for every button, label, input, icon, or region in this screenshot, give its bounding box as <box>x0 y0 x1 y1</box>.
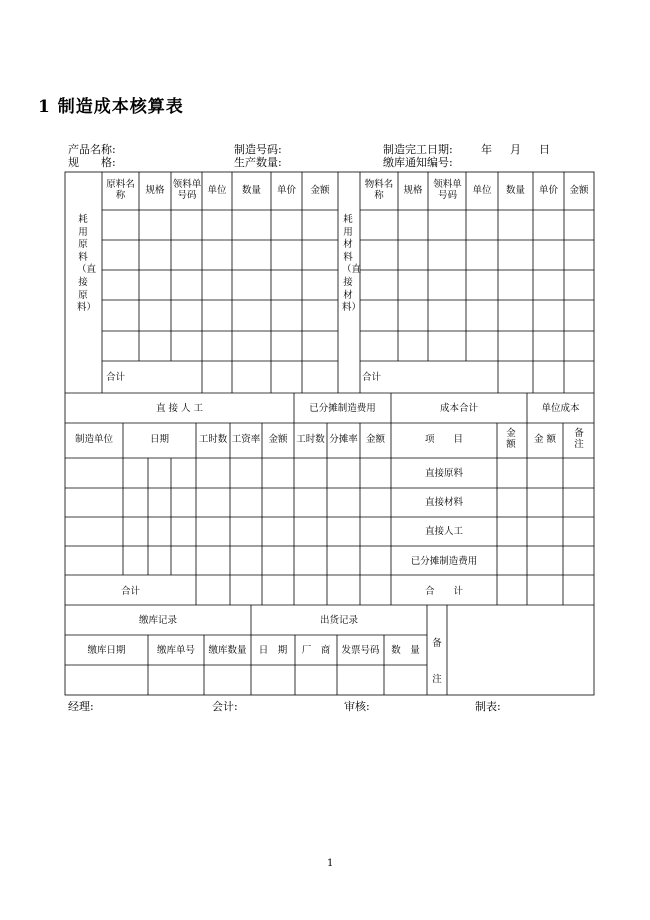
spec-label: 规 格: <box>68 156 116 169</box>
mfg-no-label: 制造号码: <box>234 143 282 156</box>
auditor-label: 审核: <box>344 700 370 713</box>
col-spec: 规格 <box>145 185 165 196</box>
notice-no-label: 缴库通知编号: <box>383 156 453 169</box>
col-unit-price-right: 单价 <box>538 185 558 196</box>
col-cost-amount: 金额 <box>506 428 516 450</box>
col-ship-date: 日 期 <box>258 645 288 656</box>
col-raw-material-name: 原料名称 <box>106 179 135 201</box>
col-invoice-no: 发票号码 <box>341 645 380 656</box>
shipping-record-header: 出货记录 <box>319 615 358 626</box>
year-label: 年 <box>481 143 492 156</box>
col-ship-qty: 数 量 <box>391 645 420 656</box>
col-unit-cost-amount: 金 额 <box>533 434 557 445</box>
qty-label: 生产数量: <box>234 156 282 169</box>
col-quantity-right: 数量 <box>505 185 525 196</box>
col-spec-right: 规格 <box>403 185 423 196</box>
col-labor-amount: 金额 <box>268 434 288 445</box>
page-title: 1 制造成本核算表 <box>38 97 184 117</box>
col-amount: 金额 <box>310 185 330 196</box>
col-material-name: 物料名称 <box>364 179 394 201</box>
col-storage-date: 缴库日期 <box>87 645 126 656</box>
material-side-label: 耗用材料（直接材料） <box>342 214 362 314</box>
col-remark: 备注 <box>574 428 584 450</box>
col-vendor: 厂 商 <box>301 645 331 656</box>
col-unit-right: 单位 <box>472 185 492 196</box>
col-alloc-rate: 分摊率 <box>329 434 358 445</box>
col-overhead-amount: 金额 <box>365 434 385 445</box>
col-mfg-unit: 制造单位 <box>74 434 113 445</box>
product-name-label: 产品名称: <box>68 143 116 156</box>
col-item: 项 目 <box>424 434 463 445</box>
item-direct-labor: 直接人工 <box>424 526 463 537</box>
direct-labor-header: 直 接 人 工 <box>155 403 204 414</box>
manager-label: 经理: <box>68 700 94 713</box>
col-quantity: 数量 <box>241 185 261 196</box>
page-number: 1 <box>327 858 334 869</box>
day-label: 日 <box>539 143 550 156</box>
raw-material-total-label: 合计 <box>106 372 126 383</box>
preparer-label: 制表: <box>475 700 501 713</box>
month-label: 月 <box>510 143 521 156</box>
labor-total-label: 合计 <box>120 586 140 597</box>
raw-material-side-label: 耗用原料（直接原料） <box>77 214 97 314</box>
col-requisition-no-right: 领料单号码 <box>433 179 462 201</box>
overhead-header: 已分摊制造费用 <box>309 403 376 414</box>
unit-cost-header: 单位成本 <box>541 403 580 414</box>
col-unit: 单位 <box>207 185 227 196</box>
col-amount-right: 金额 <box>569 185 589 196</box>
storage-record-header: 缴库记录 <box>138 615 177 626</box>
col-wage-rate: 工资率 <box>231 434 261 445</box>
col-unit-price: 单价 <box>276 185 296 196</box>
col-overhead-hours: 工时数 <box>296 434 325 445</box>
records-remark-label: 备注 <box>432 638 442 685</box>
col-requisition-no: 领料单号码 <box>172 179 202 201</box>
material-total-label: 合计 <box>362 372 382 383</box>
cost-total-label: 合 计 <box>424 586 463 597</box>
item-direct-raw-material: 直接原料 <box>424 468 463 479</box>
col-hours: 工时数 <box>198 434 228 445</box>
finish-date-label: 制造完工日期: <box>383 143 453 156</box>
col-storage-no: 缴库单号 <box>156 645 195 656</box>
col-storage-qty: 缴库数量 <box>208 645 247 656</box>
item-direct-material: 直接材料 <box>424 497 463 508</box>
cost-total-header: 成本合计 <box>439 403 478 414</box>
col-date: 日期 <box>149 434 169 445</box>
item-allocated-overhead: 已分摊制造费用 <box>410 556 478 567</box>
accountant-label: 会计: <box>212 700 238 713</box>
